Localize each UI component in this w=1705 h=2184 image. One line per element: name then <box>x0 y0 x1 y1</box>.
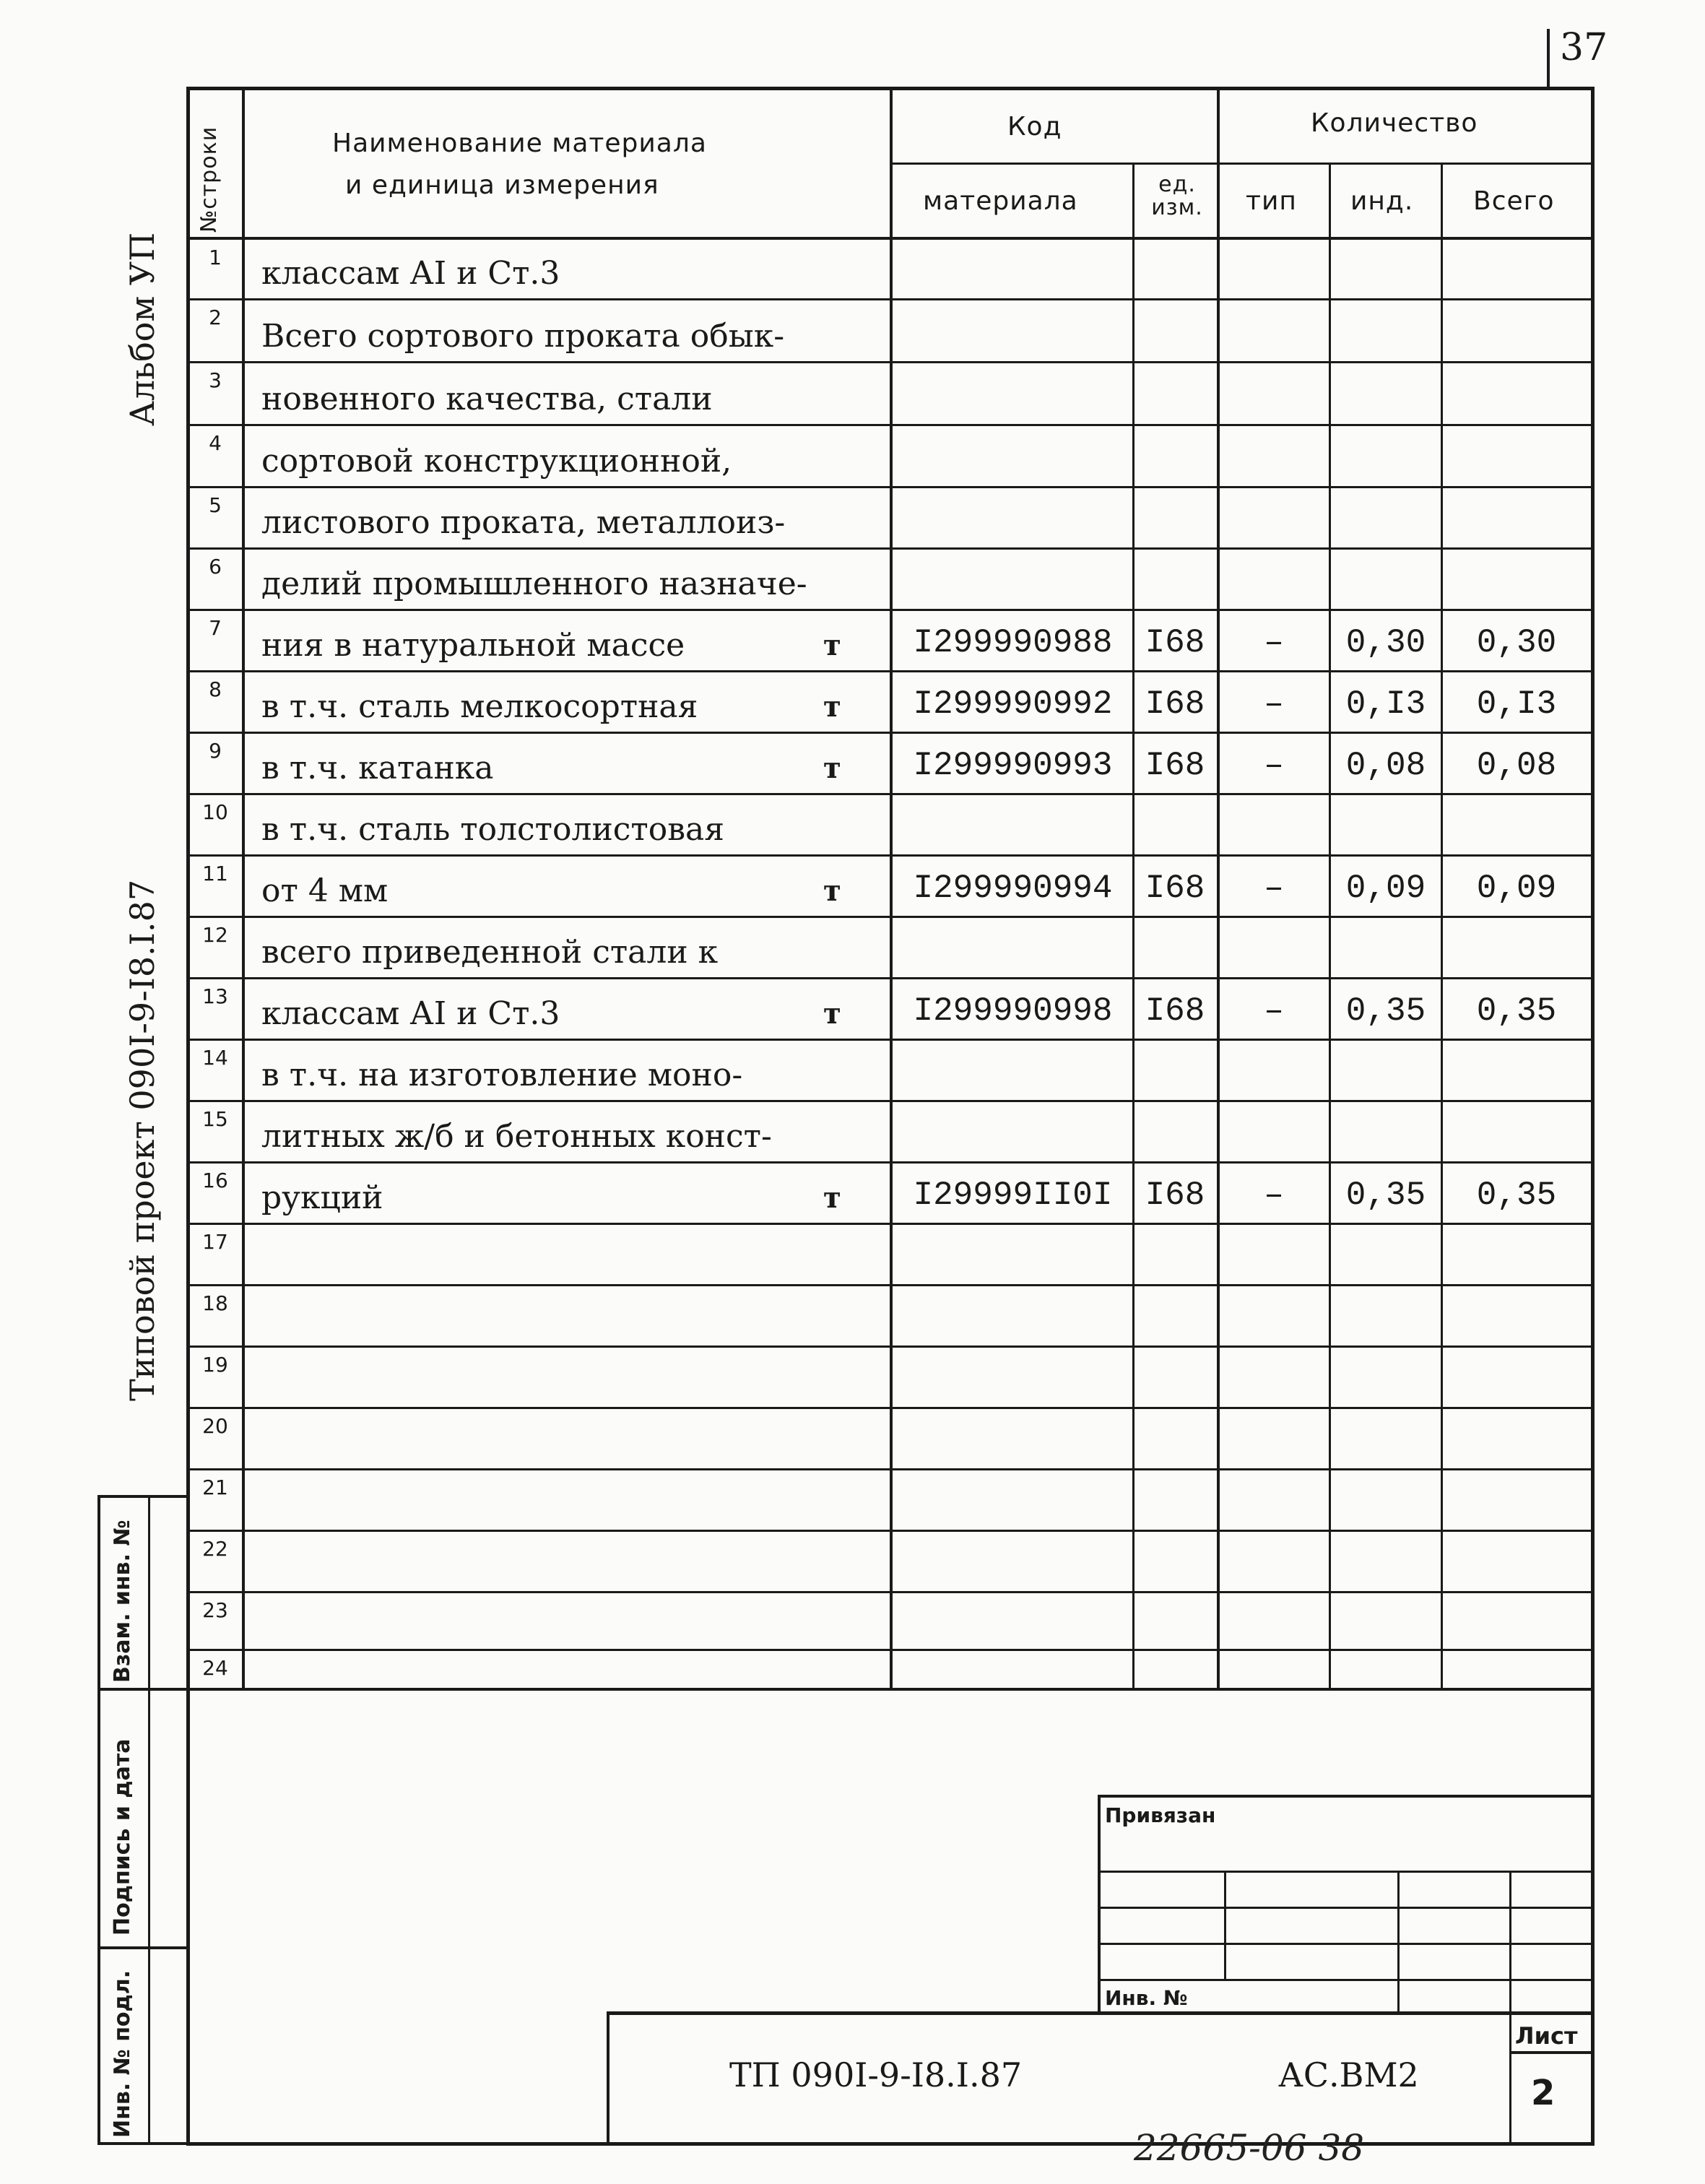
row-unit: т <box>823 751 841 785</box>
row-name: от 4 мм <box>261 872 389 909</box>
header-total: Всего <box>1473 186 1555 216</box>
row-number: 21 <box>202 1476 228 1499</box>
row-separator <box>186 1039 1595 1041</box>
row-name: ния в натуральной массе <box>261 627 685 664</box>
row-name: в т.ч. катанка <box>261 750 494 786</box>
row-number: 15 <box>202 1107 228 1131</box>
row-ind: 0,30 <box>1345 624 1426 662</box>
row-number: 9 <box>209 739 222 763</box>
row-name: всего приведенной стали к <box>261 934 719 971</box>
stamp-vzam-inv: Взам. инв. № <box>110 1520 135 1683</box>
stamp-signature-date: Подпись и дата <box>110 1738 135 1936</box>
row-name: Всего сортового проката обык- <box>261 318 785 355</box>
row-number: 8 <box>209 677 222 701</box>
row-separator <box>186 1346 1595 1348</box>
row-separator <box>186 977 1595 979</box>
row-number: 6 <box>209 555 222 578</box>
header-name-line2: и единица измерения <box>345 170 659 200</box>
row-name: в т.ч. сталь мелкосортная <box>261 688 698 725</box>
sheet-number: 2 <box>1531 2073 1556 2113</box>
sheet-label: Лист <box>1515 2022 1578 2050</box>
row-total: 0,I3 <box>1476 685 1557 723</box>
row-code: I299990988 <box>913 624 1113 662</box>
row-type: – <box>1264 1176 1284 1214</box>
header-unit-line1: ед. <box>1158 172 1196 197</box>
row-code: I29999II0I <box>913 1176 1113 1214</box>
row-separator <box>186 670 1595 672</box>
row-unit: т <box>823 874 841 908</box>
row-name: сортовой конструкционной, <box>261 443 732 480</box>
project-label: Типовой проект 090I-9-I8.I.87 <box>123 879 162 1401</box>
row-unit: т <box>823 1181 841 1215</box>
row-separator <box>186 1591 1595 1593</box>
table-bottom-line <box>186 1688 1595 1691</box>
row-code: I299990994 <box>913 870 1113 907</box>
row-number: 7 <box>209 616 222 640</box>
row-unit-code: I68 <box>1145 870 1205 907</box>
row-unit-code: I68 <box>1145 685 1205 723</box>
row-type: – <box>1264 747 1284 784</box>
row-code: I299990992 <box>913 685 1113 723</box>
row-separator <box>186 609 1595 611</box>
row-ind: 0,08 <box>1345 747 1426 784</box>
header-type: тип <box>1246 186 1297 216</box>
row-type: – <box>1264 685 1284 723</box>
header-ind: инд. <box>1350 186 1414 216</box>
row-number: 23 <box>202 1598 228 1622</box>
row-unit-code: I68 <box>1145 624 1205 662</box>
row-name: классам АI и Ст.3 <box>261 995 560 1032</box>
row-unit-code: I68 <box>1145 747 1205 784</box>
row-separator <box>186 1468 1595 1470</box>
row-separator <box>186 547 1595 550</box>
row-ind: 0,09 <box>1345 870 1426 907</box>
row-number: 1 <box>209 246 222 269</box>
row-number: 16 <box>202 1169 228 1192</box>
row-number: 19 <box>202 1353 228 1377</box>
row-separator <box>186 298 1595 300</box>
row-number: 24 <box>202 1656 228 1680</box>
row-separator <box>186 1284 1595 1286</box>
row-total: 0,09 <box>1476 870 1557 907</box>
row-number: 12 <box>202 923 228 947</box>
row-separator <box>186 1100 1595 1102</box>
header-quantity: Количество <box>1311 108 1478 138</box>
row-separator <box>186 732 1595 734</box>
row-name: в т.ч. сталь толстолистовая <box>261 811 725 848</box>
binding-label: Привязан <box>1105 1803 1216 1827</box>
row-name: классам АI и Ст.3 <box>261 255 560 292</box>
row-name: новенного качества, стали <box>261 381 713 417</box>
row-separator <box>186 1223 1595 1225</box>
row-code: I299990998 <box>913 992 1113 1030</box>
row-number: 17 <box>202 1230 228 1254</box>
row-type: – <box>1264 870 1284 907</box>
row-number: 11 <box>202 862 228 885</box>
row-separator <box>186 1161 1595 1164</box>
row-separator <box>186 1407 1595 1409</box>
row-unit: т <box>823 628 841 662</box>
row-separator <box>186 793 1595 795</box>
header-unit <box>1148 173 1206 220</box>
page-number: 37 <box>1560 26 1608 69</box>
album-label: Альбом УП <box>123 232 162 426</box>
row-name: литных ж/б и бетонных конст- <box>261 1118 772 1155</box>
row-number: 4 <box>209 431 222 455</box>
row-total: 0,35 <box>1476 992 1557 1030</box>
row-separator <box>186 424 1595 426</box>
row-unit: т <box>823 997 841 1031</box>
row-separator <box>186 361 1595 363</box>
row-name: листового проката, металлоиз- <box>261 504 786 541</box>
row-ind: 0,35 <box>1345 1176 1426 1214</box>
page-bottom-line <box>186 2142 1595 2146</box>
row-number: 22 <box>202 1537 228 1561</box>
row-name: делий промышленного назначе- <box>261 566 807 602</box>
row-type: – <box>1264 992 1284 1030</box>
row-ind: 0,35 <box>1345 992 1426 1030</box>
row-number: 18 <box>202 1291 228 1315</box>
row-unit-code: I68 <box>1145 992 1205 1030</box>
row-separator <box>186 1530 1595 1532</box>
row-number: 13 <box>202 984 228 1008</box>
header-name-line1: Наименование материала <box>332 129 707 158</box>
row-number: 10 <box>202 800 228 824</box>
row-number: 5 <box>209 493 222 517</box>
row-name: в т.ч. на изготовление моно- <box>261 1057 743 1093</box>
page-number-divider <box>1547 29 1550 87</box>
row-separator <box>186 486 1595 488</box>
title-mark: АС.ВМ2 <box>1278 2055 1419 2094</box>
header-code-material: материала <box>923 186 1078 216</box>
row-unit: т <box>823 690 841 724</box>
stamp-inv-podl: Инв. № подл. <box>110 1970 135 2138</box>
row-separator <box>186 1649 1595 1651</box>
row-total: 0,35 <box>1476 1176 1557 1214</box>
row-total: 0,08 <box>1476 747 1557 784</box>
row-separator <box>186 854 1595 857</box>
row-type: – <box>1264 624 1284 662</box>
header-unit-line2: изм. <box>1151 195 1203 220</box>
row-number: 20 <box>202 1414 228 1438</box>
row-number: 2 <box>209 306 222 329</box>
row-total: 0,30 <box>1476 624 1557 662</box>
header-row-no: №строки <box>196 126 222 233</box>
row-name: рукций <box>261 1179 383 1216</box>
row-number: 3 <box>209 368 222 392</box>
row-separator <box>186 916 1595 918</box>
row-ind: 0,I3 <box>1345 685 1426 723</box>
row-number: 14 <box>202 1046 228 1070</box>
binding-inv-label: Инв. № <box>1105 1986 1188 2010</box>
header-code: Код <box>1007 112 1062 142</box>
footer-handwritten-code: 22665-06 38 <box>1134 2127 1365 2169</box>
row-unit-code: I68 <box>1145 1176 1205 1214</box>
title-doc-code: ТП 090I-9-I8.I.87 <box>729 2055 1023 2094</box>
row-code: I299990993 <box>913 747 1113 784</box>
